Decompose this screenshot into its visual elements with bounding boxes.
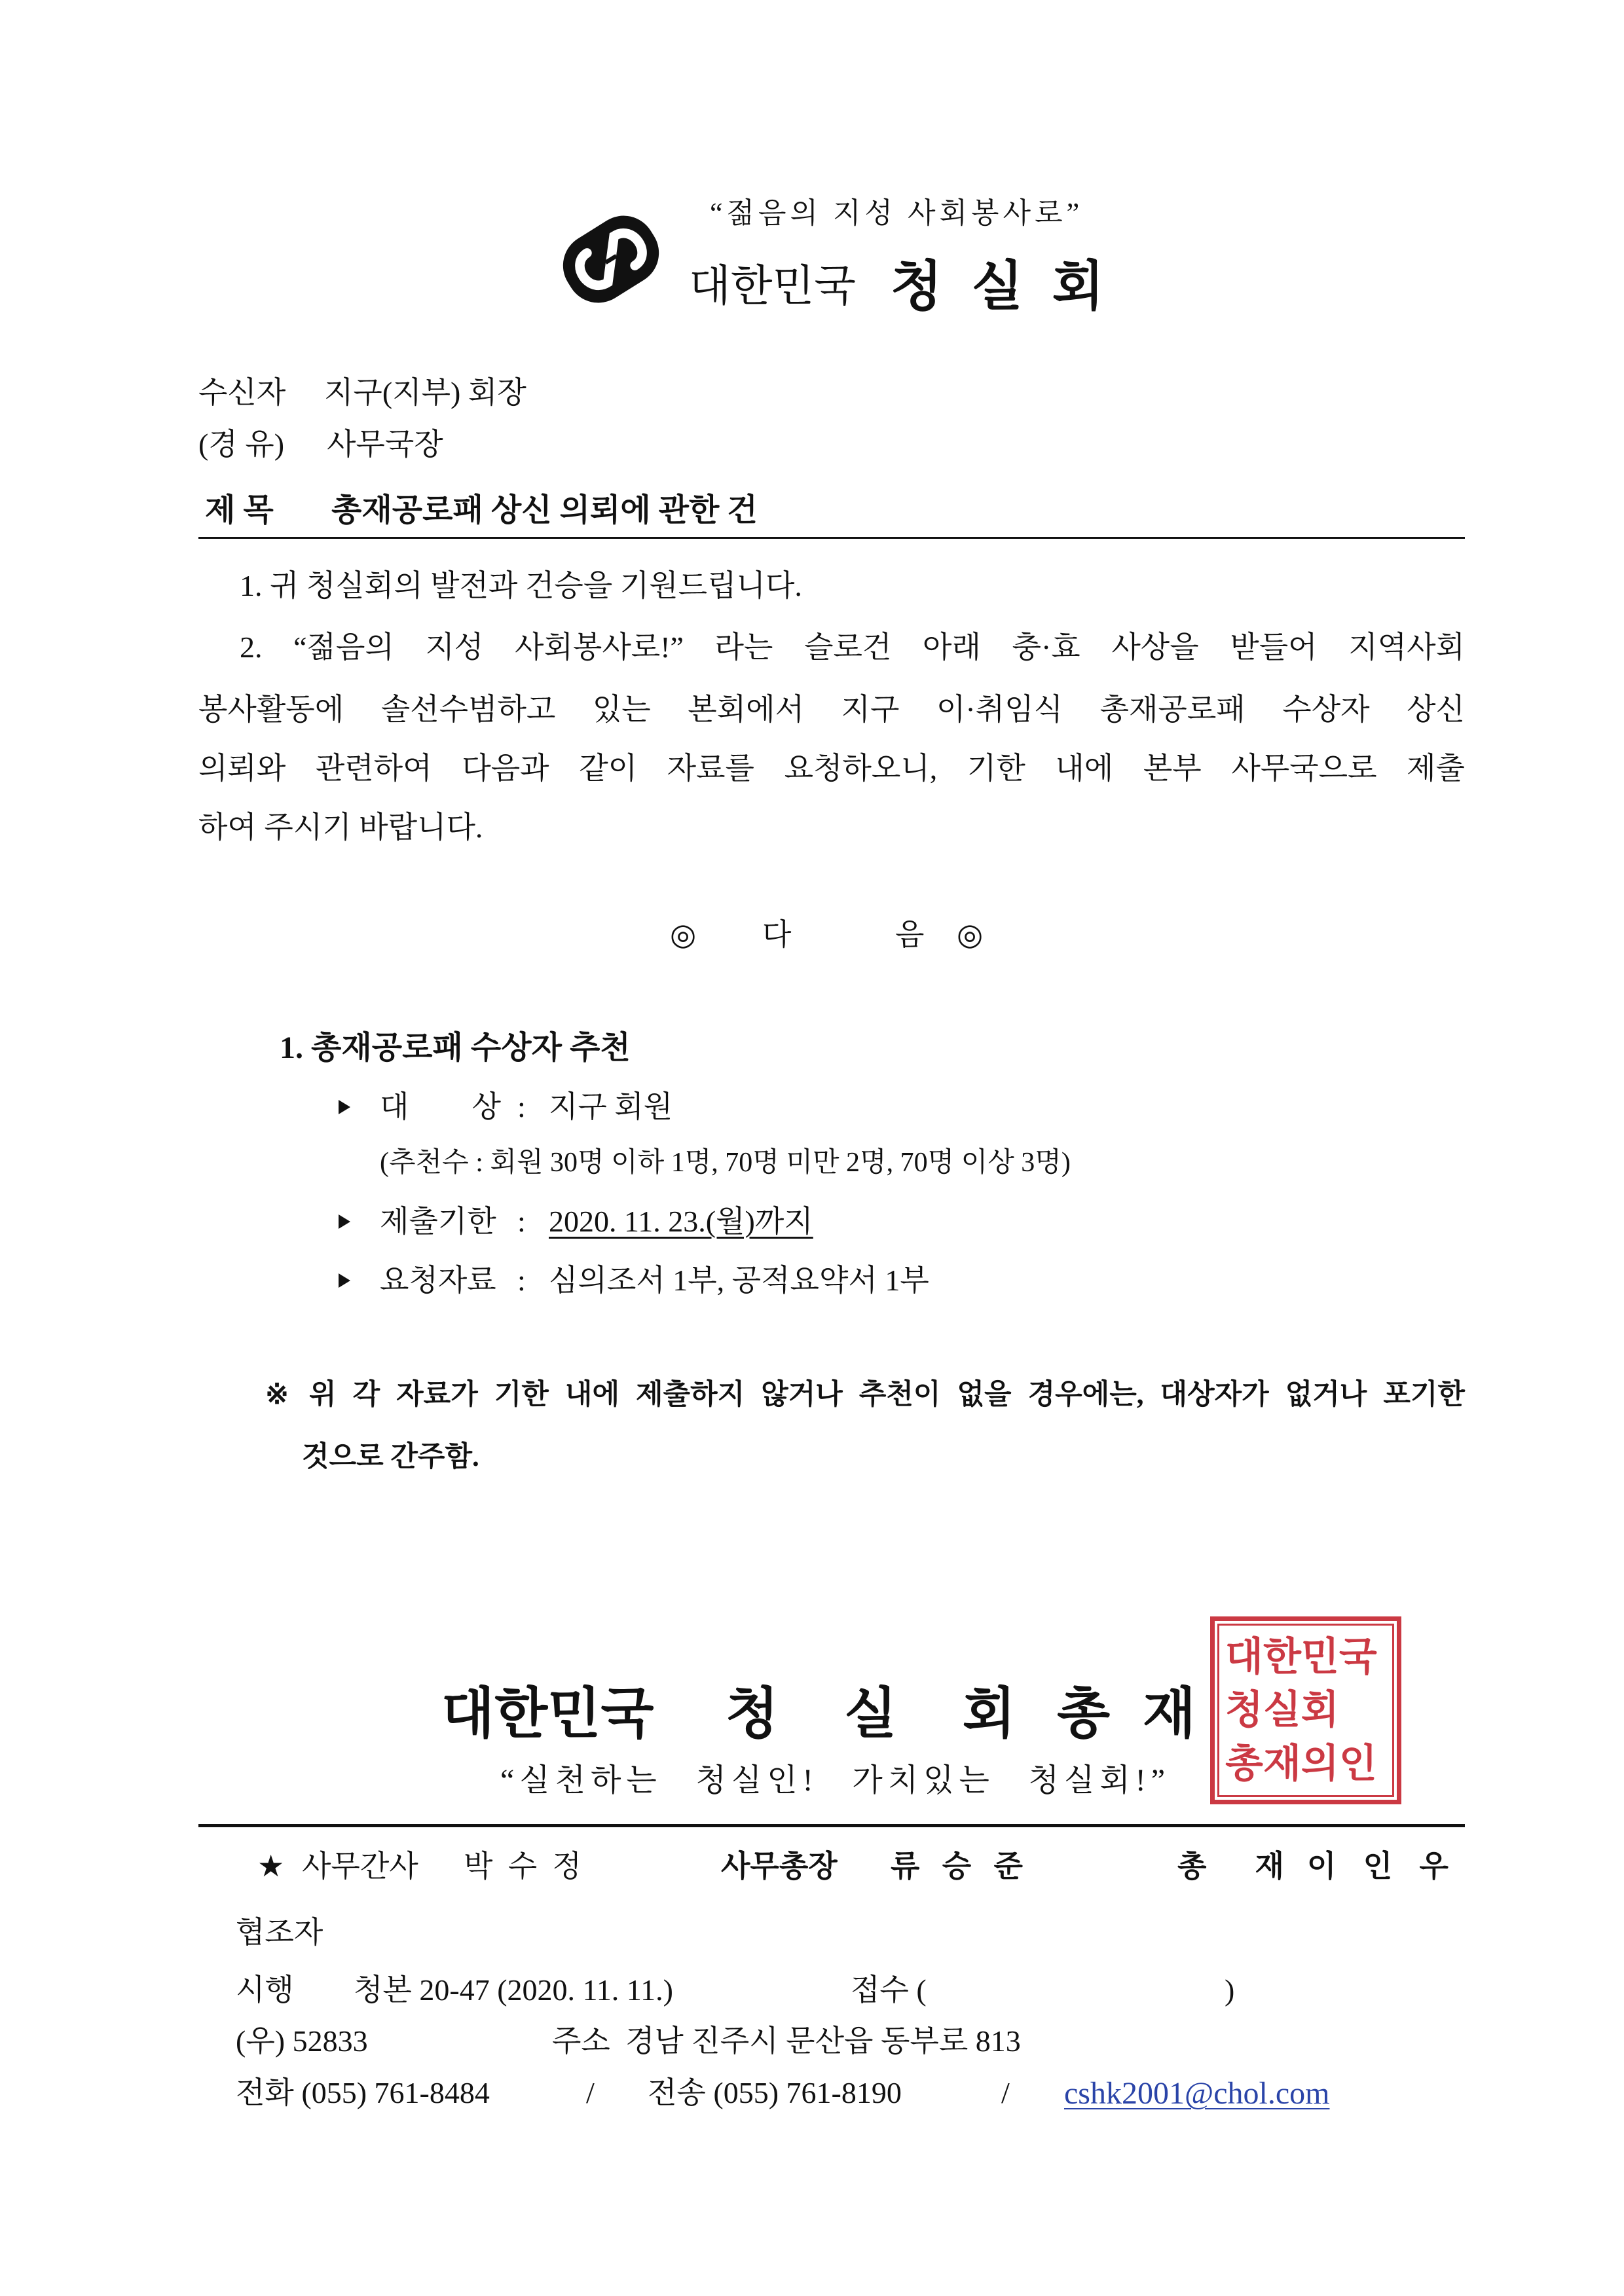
header-slogan: “젊음의 지성 사회봉사로” — [710, 197, 1084, 229]
section-title: 1. 총재공로패 수상자 추천 — [280, 1030, 631, 1065]
body-paragraph-2-line: 의뢰와 관련하여 다음과 같이 자료를 요청하오니, 기한 내에 본부 사무국으로 제출 — [198, 752, 1465, 785]
receipt-open: 접수 ( — [851, 1973, 927, 2007]
enforcement-value: 청본 20-47 (2020. 11. 11.) — [354, 1973, 673, 2007]
subject-title: 총재공로패 상신 의뢰에 관한 건 — [331, 493, 758, 528]
issuer-org: 대한민국 — [441, 1684, 654, 1745]
contact-separator: / — [586, 2076, 595, 2109]
deadline-label: 제출기한 — [380, 1205, 496, 1238]
deadline-separator: : — [517, 1205, 526, 1238]
recipient-label: 수신자 — [198, 376, 286, 409]
cooperator-label: 협조자 — [236, 1916, 323, 1949]
address-value: 경남 진주시 문산읍 동부로 813 — [625, 2024, 1021, 2058]
signature-role: 사무총장 — [721, 1850, 838, 1883]
remark-line-1: 위 각 자료가 기한 내에 제출하지 않거나 추천이 없을 경우에는, 대상자가 없거나 포기한 — [309, 1379, 1465, 1410]
issuer-name: 청 실 회 — [726, 1684, 1016, 1745]
notice-mark-left: ◎ — [670, 918, 697, 951]
organization-emblem-icon — [557, 206, 665, 312]
target-label: 대 상 — [380, 1090, 501, 1123]
fax-number: 전송 (055) 761-8190 — [648, 2076, 902, 2109]
triangle-bullet-icon — [339, 1273, 350, 1288]
subject-divider — [198, 537, 1465, 539]
body-paragraph-2-line: 봉사활동에 솔선수범하고 있는 본회에서 지구 이·취임식 총재공로패 수상자 상신 — [198, 693, 1465, 726]
issuer-title: 총 재 — [1057, 1684, 1196, 1745]
signature-role: 총 재 — [1177, 1850, 1284, 1883]
materials-value: 심의조서 1부, 공적요약서 1부 — [549, 1264, 929, 1297]
triangle-bullet-icon — [339, 1100, 350, 1114]
notice-mark-right: ◎ — [957, 918, 984, 951]
phone-number: 전화 (055) 761-8484 — [236, 2076, 490, 2109]
signature-divider — [198, 1824, 1465, 1827]
contact-separator: / — [1001, 2076, 1010, 2109]
seal-row: 청실회 — [1225, 1687, 1339, 1734]
body-paragraph-2-line: 2. “젊음의 지성 사회봉사로!” 라는 슬로건 아래 충·효 사상을 받들어 지역사회 — [240, 630, 1465, 664]
signature-name: 류 승 준 — [891, 1850, 1023, 1883]
quota-note: (추천수 : 회원 30명 이하 1명, 70명 미만 2명, 70명 이상 3명) — [380, 1148, 1071, 1178]
remark-mark: ※ — [265, 1379, 289, 1410]
subject-label: 제 목 — [205, 493, 274, 528]
materials-label: 요청자료 — [380, 1264, 496, 1297]
via-label: (경 유) — [198, 428, 285, 461]
notice-word-2: 음 — [895, 918, 925, 951]
body-paragraph-2-line: 하여 주시기 바랍니다. — [198, 811, 483, 844]
seal-row: 총재의인 — [1225, 1741, 1377, 1787]
star-mark: ★ — [257, 1850, 285, 1883]
postal-code: (우) 52833 — [236, 2024, 368, 2058]
issuer-motto: “실천하는 청실인! 가치있는 청실회!” — [500, 1763, 1170, 1798]
seal-row: 대한민국 — [1225, 1633, 1377, 1680]
header-org-prefix: 대한민국 — [689, 263, 857, 310]
deadline-value: 2020. 11. 23.(월)까지 — [549, 1205, 813, 1238]
notice-word-1: 다 — [762, 918, 792, 951]
header-org-name: 청 실 회 — [891, 257, 1104, 316]
via-value: 사무국장 — [327, 428, 443, 461]
signature-role: 사무간사 — [302, 1850, 418, 1883]
receipt-close: ) — [1225, 1973, 1235, 2007]
signature-name: 박 수 정 — [464, 1850, 581, 1883]
email-link[interactable]: cshk2001@chol.com — [1064, 2076, 1330, 2111]
signature-name: 이 인 우 — [1307, 1850, 1449, 1883]
official-seal-stamp — [1210, 1616, 1401, 1804]
body-paragraph-1: 1. 귀 청실회의 발전과 건승을 기원드립니다. — [240, 569, 802, 602]
enforcement-label: 시행 — [236, 1973, 294, 2007]
recipient-value: 지구(지부) 회장 — [324, 376, 526, 409]
materials-separator: : — [517, 1264, 526, 1297]
triangle-bullet-icon — [339, 1214, 350, 1229]
target-value: 지구 회원 — [549, 1090, 673, 1123]
target-separator: : — [517, 1090, 526, 1123]
remark-line-2: 것으로 간주함. — [302, 1442, 479, 1472]
address-label: 주소 — [552, 2024, 610, 2058]
